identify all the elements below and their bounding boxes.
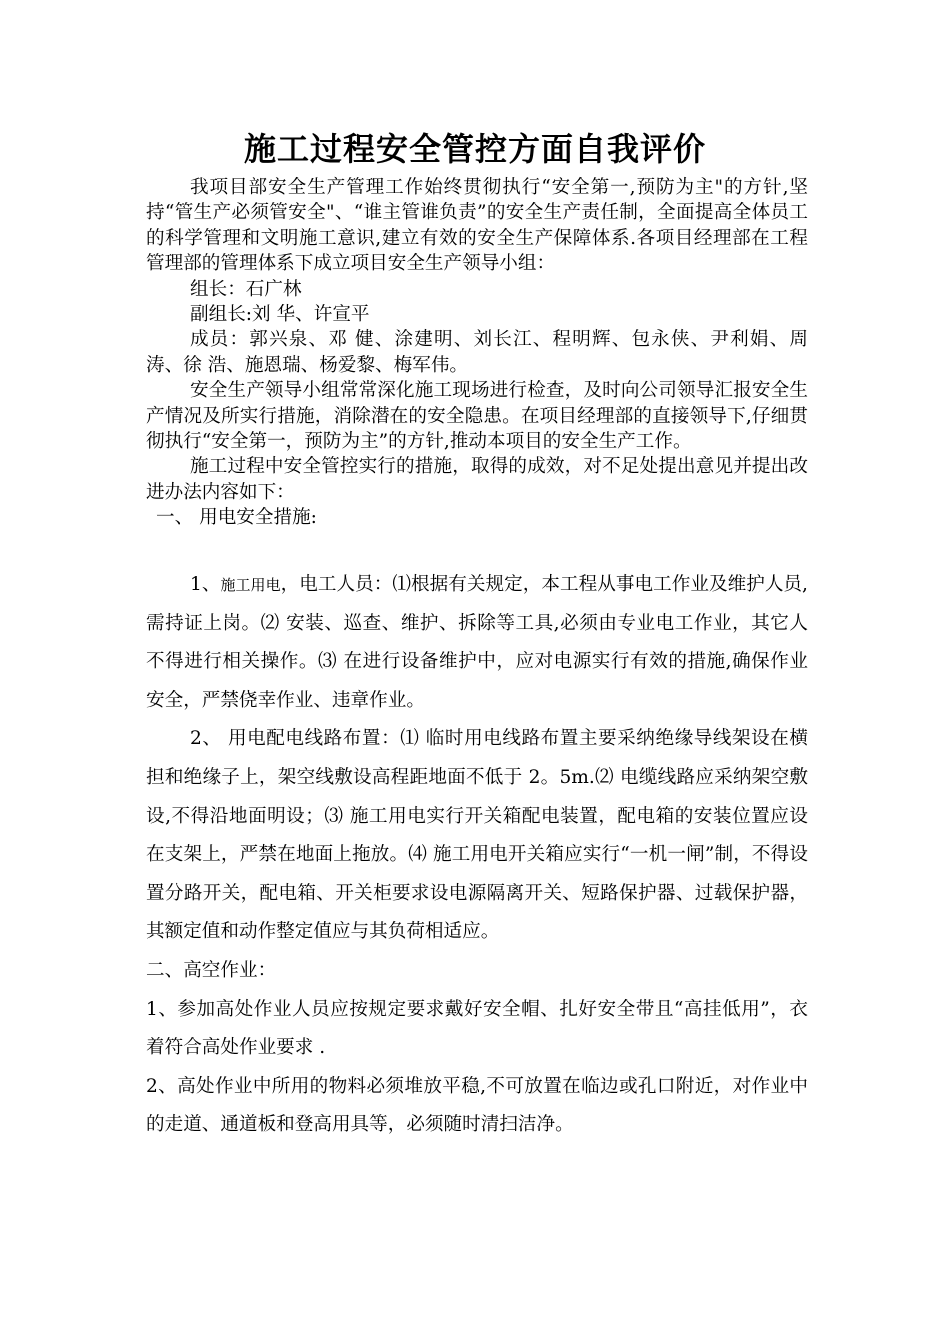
height-item-2: 2、高处作业中所用的物料必须堆放平稳,不可放置在临边或孔口附近，对作业中的走道、通道板和登高用具等，必须随时清扫洁净。 xyxy=(146,1075,808,1136)
electric-item-1-label: 施工用电 xyxy=(220,576,281,594)
electric-item-1-text: ，电工人员：⑴根据有关规定，本工程从事电工作业及维护人员,需持证上岗。⑵ 安装、巡查、维护、拆除等工具,必须由专业电工作业，其它人不得进行相关操作。⑶ 在进行设备维护中，应对电源实行有效的措施,确保作业安全，严禁侥幸作业、违章作业。 xyxy=(146,574,808,711)
intro-section xyxy=(146,175,808,531)
electric-item-2: 2、 用电配电线路布置：⑴ 临时用电线路布置主要采纳绝缘导线架设在横担和绝缘子上，架空线敷设高程距地面不低于 2。5m.⑵ 电缆线路应采纳架空敷设,不得沿地面明设；⑶ 施工用电实行开关箱配电装置，配电箱的安装位置应设在支架上，严禁在地面上拖放。⑷ 施工用电开关箱应实行“一机一闸”制，不得设置分路开关，配电箱、开关柜要求设电源隔离开关、短路保护器、过载保护器，其额定值和动作整定值应与其负荷相适应。 xyxy=(146,728,808,943)
section1-heading: 一、 用电安全措施: xyxy=(156,507,317,529)
leader-line: 组长：石广林 xyxy=(190,278,302,300)
intro-paragraph: 我项目部安全生产管理工作始终贯彻执行“安全第一,预防为主"的方针,坚持“管生产必须管安全"、“谁主管谁负责”的安全生产责任制，全面提高全体员工的科学管理和文明施工意识,建立有效的安全生产保障体系.各项目经理部在工程管理部的管理体系下成立项目安全生产领导小组： xyxy=(146,177,808,275)
document-title: 施工过程安全管控方面自我评价 xyxy=(243,130,706,168)
measures-paragraph: 施工过程中安全管控实行的措施，取得的成效，对不足处提出意见并提出改进办法内容如下： xyxy=(146,456,808,503)
inspection-paragraph: 安全生产领导小组常常深化施工现场进行检查，及时向公司领导汇报安全生产情况及所实行措施，消除潜在的安全隐患。在项目经理部的直接领导下,仔细贯彻执行“安全第一，预防为主”的方针,推动本项目的安全生产工作。 xyxy=(146,380,808,453)
height-item-1: 1、参加高处作业人员应按规定要求戴好安全帽、扎好安全带且“高挂低用”，衣着符合高处作业要求 . xyxy=(146,998,808,1059)
electric-item-1 xyxy=(146,566,808,720)
electric-item-1-number: 1、 xyxy=(190,574,221,595)
deputy-line: 副组长:刘 华、许宣平 xyxy=(190,304,370,326)
section2-heading: 二、高空作业： xyxy=(146,959,277,981)
electric-safety-section xyxy=(146,566,808,1145)
members-paragraph: 成员：郭兴泉、邓 健、涂建明、刘长江、程明辉、包永侠、尹利娟、周 涛、徐 浩、施恩瑞、杨爱黎、梅军伟。 xyxy=(146,329,808,376)
